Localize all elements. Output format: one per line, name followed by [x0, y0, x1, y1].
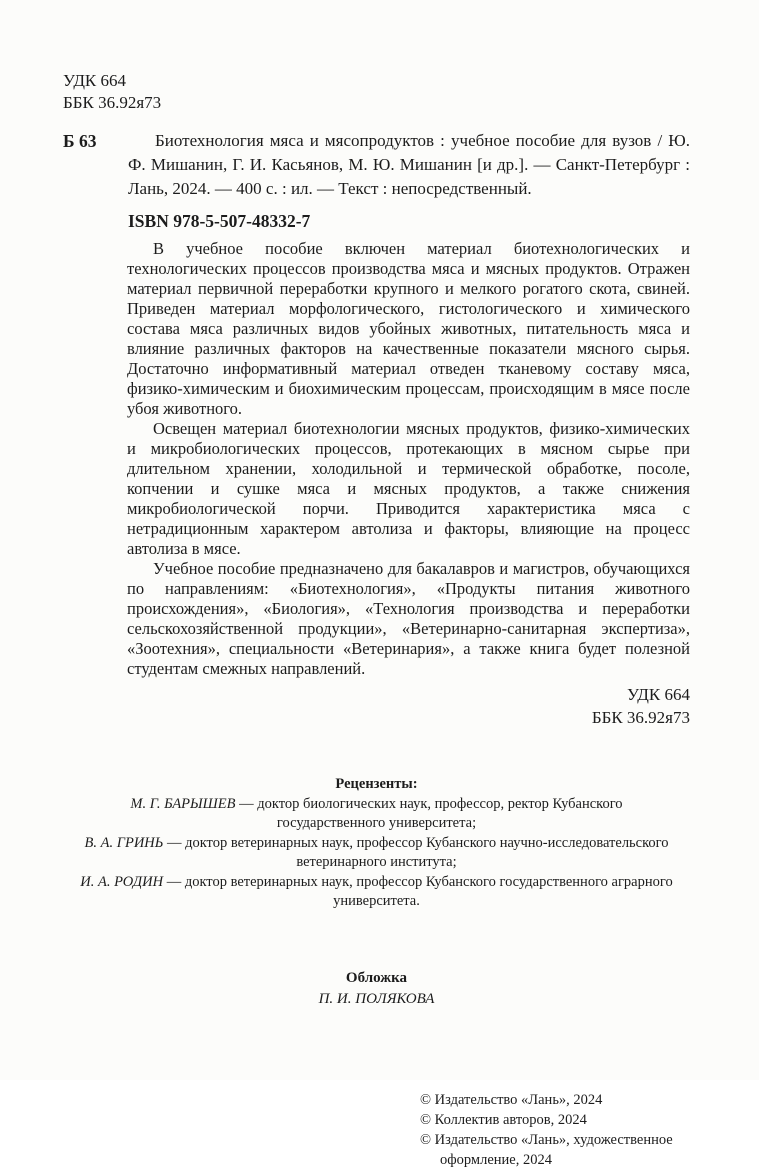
- annotation: [127, 239, 690, 679]
- reviewer-description: — доктор ветеринарных наук, профессор Кубанского государственного аграрного университета.: [163, 873, 673, 909]
- annotation-paragraph-3: Учебное пособие предназначено для бакалавров и магистров, обучающихся по направлениям: «Биотехнология», «Продукты питания животного происхождения», «Биология», «Технология производства и переработки сельскохозяйственной продукции», «Ветеринарно-санитарная экспертиза», «Зоотехния», специальности «Ветеринария», а также книга будет полезной студентам смежных направлений.: [127, 559, 690, 678]
- copyright-line: © Коллектив авторов, 2024: [420, 1111, 587, 1128]
- copyright-block: [420, 1090, 696, 1170]
- bibliographic-description: Биотехнология мяса и мясопродуктов : учебное пособие для вузов / Ю. Ф. Мишанин, Г. И. Касьянов, М. Ю. Мишанин [и др.]. — Санкт-Петербург : Лань, 2024. — 400 с. : ил. — Текст : непосредственный.: [128, 131, 690, 198]
- reviewer-entry: [75, 873, 679, 912]
- annotation-paragraph-1: В учебное пособие включен материал биотехнологических и технологических процессов производства мяса и мясных продуктов. Отражен материал первичной переработки крупного и мелкого рогатого скота, свиней. Приведен материал морфологического, гистологического и химического состава мяса различных видов убойных животных, питательность мяса и влияние различных факторов на качественные показатели мясного сырья. Достаточно информативный материал отведен тканевому составу мяса, физико-химическим и биохимическим процессам, происходящим в мясе после убоя животного.: [127, 239, 690, 418]
- reviewers-section: [75, 775, 679, 912]
- annotation-paragraph-2: Освещен материал биотехнологии мясных продуктов, физико-химических и микробиологических процессов, протекающих в мясном сырье при длительном хранении, холодильной и термической обработке, посоле, копчении и сушке мяса и мясных продуктов, а также снижения микробиологической порчи. Приводится характеристика мяса с нетрадиционным характером автолиза и факторы, влияющие на процесс автолиза в мясе.: [127, 419, 690, 558]
- udk-code-bottom: УДК 664: [626, 685, 690, 704]
- catalog-entry-code: Б 63: [63, 131, 97, 151]
- bbk-code-top: ББК 36.92я73: [63, 93, 162, 112]
- reviewer-description: — доктор биологических наук, профессор, ректор Кубанского государственного университета;: [235, 795, 623, 831]
- cover-designer-name: П. И. ПОЛЯКОВА: [318, 990, 435, 1007]
- cover-credit-section: [63, 968, 690, 1010]
- reviewers-heading: Рецензенты:: [335, 776, 418, 792]
- reviewer-description: — доктор ветеринарных наук, профессор Кубанского научно-исследовательского ветеринарного института;: [163, 834, 669, 870]
- udk-code-top: УДК 664: [63, 71, 127, 90]
- reviewer-name: И. А. РОДИН: [80, 873, 164, 890]
- reviewer-name: В. А. ГРИНЬ: [84, 834, 164, 851]
- isbn: ISBN 978-5-507-48332-7: [128, 211, 311, 231]
- cover-heading: Обложка: [345, 969, 408, 986]
- copyright-line: © Издательство «Лань», художественное оформление, 2024: [420, 1131, 673, 1168]
- top-classification-codes: [63, 70, 690, 114]
- bottom-classification-codes: [127, 683, 690, 729]
- copyright-line: © Издательство «Лань», 2024: [420, 1091, 603, 1108]
- reviewer-name: М. Г. БАРЫШЕВ: [130, 795, 236, 812]
- reviewer-entry: [75, 834, 679, 873]
- bbk-code-bottom: ББК 36.92я73: [591, 708, 690, 727]
- reviewer-entry: [75, 795, 679, 834]
- catalog-entry: [63, 129, 690, 201]
